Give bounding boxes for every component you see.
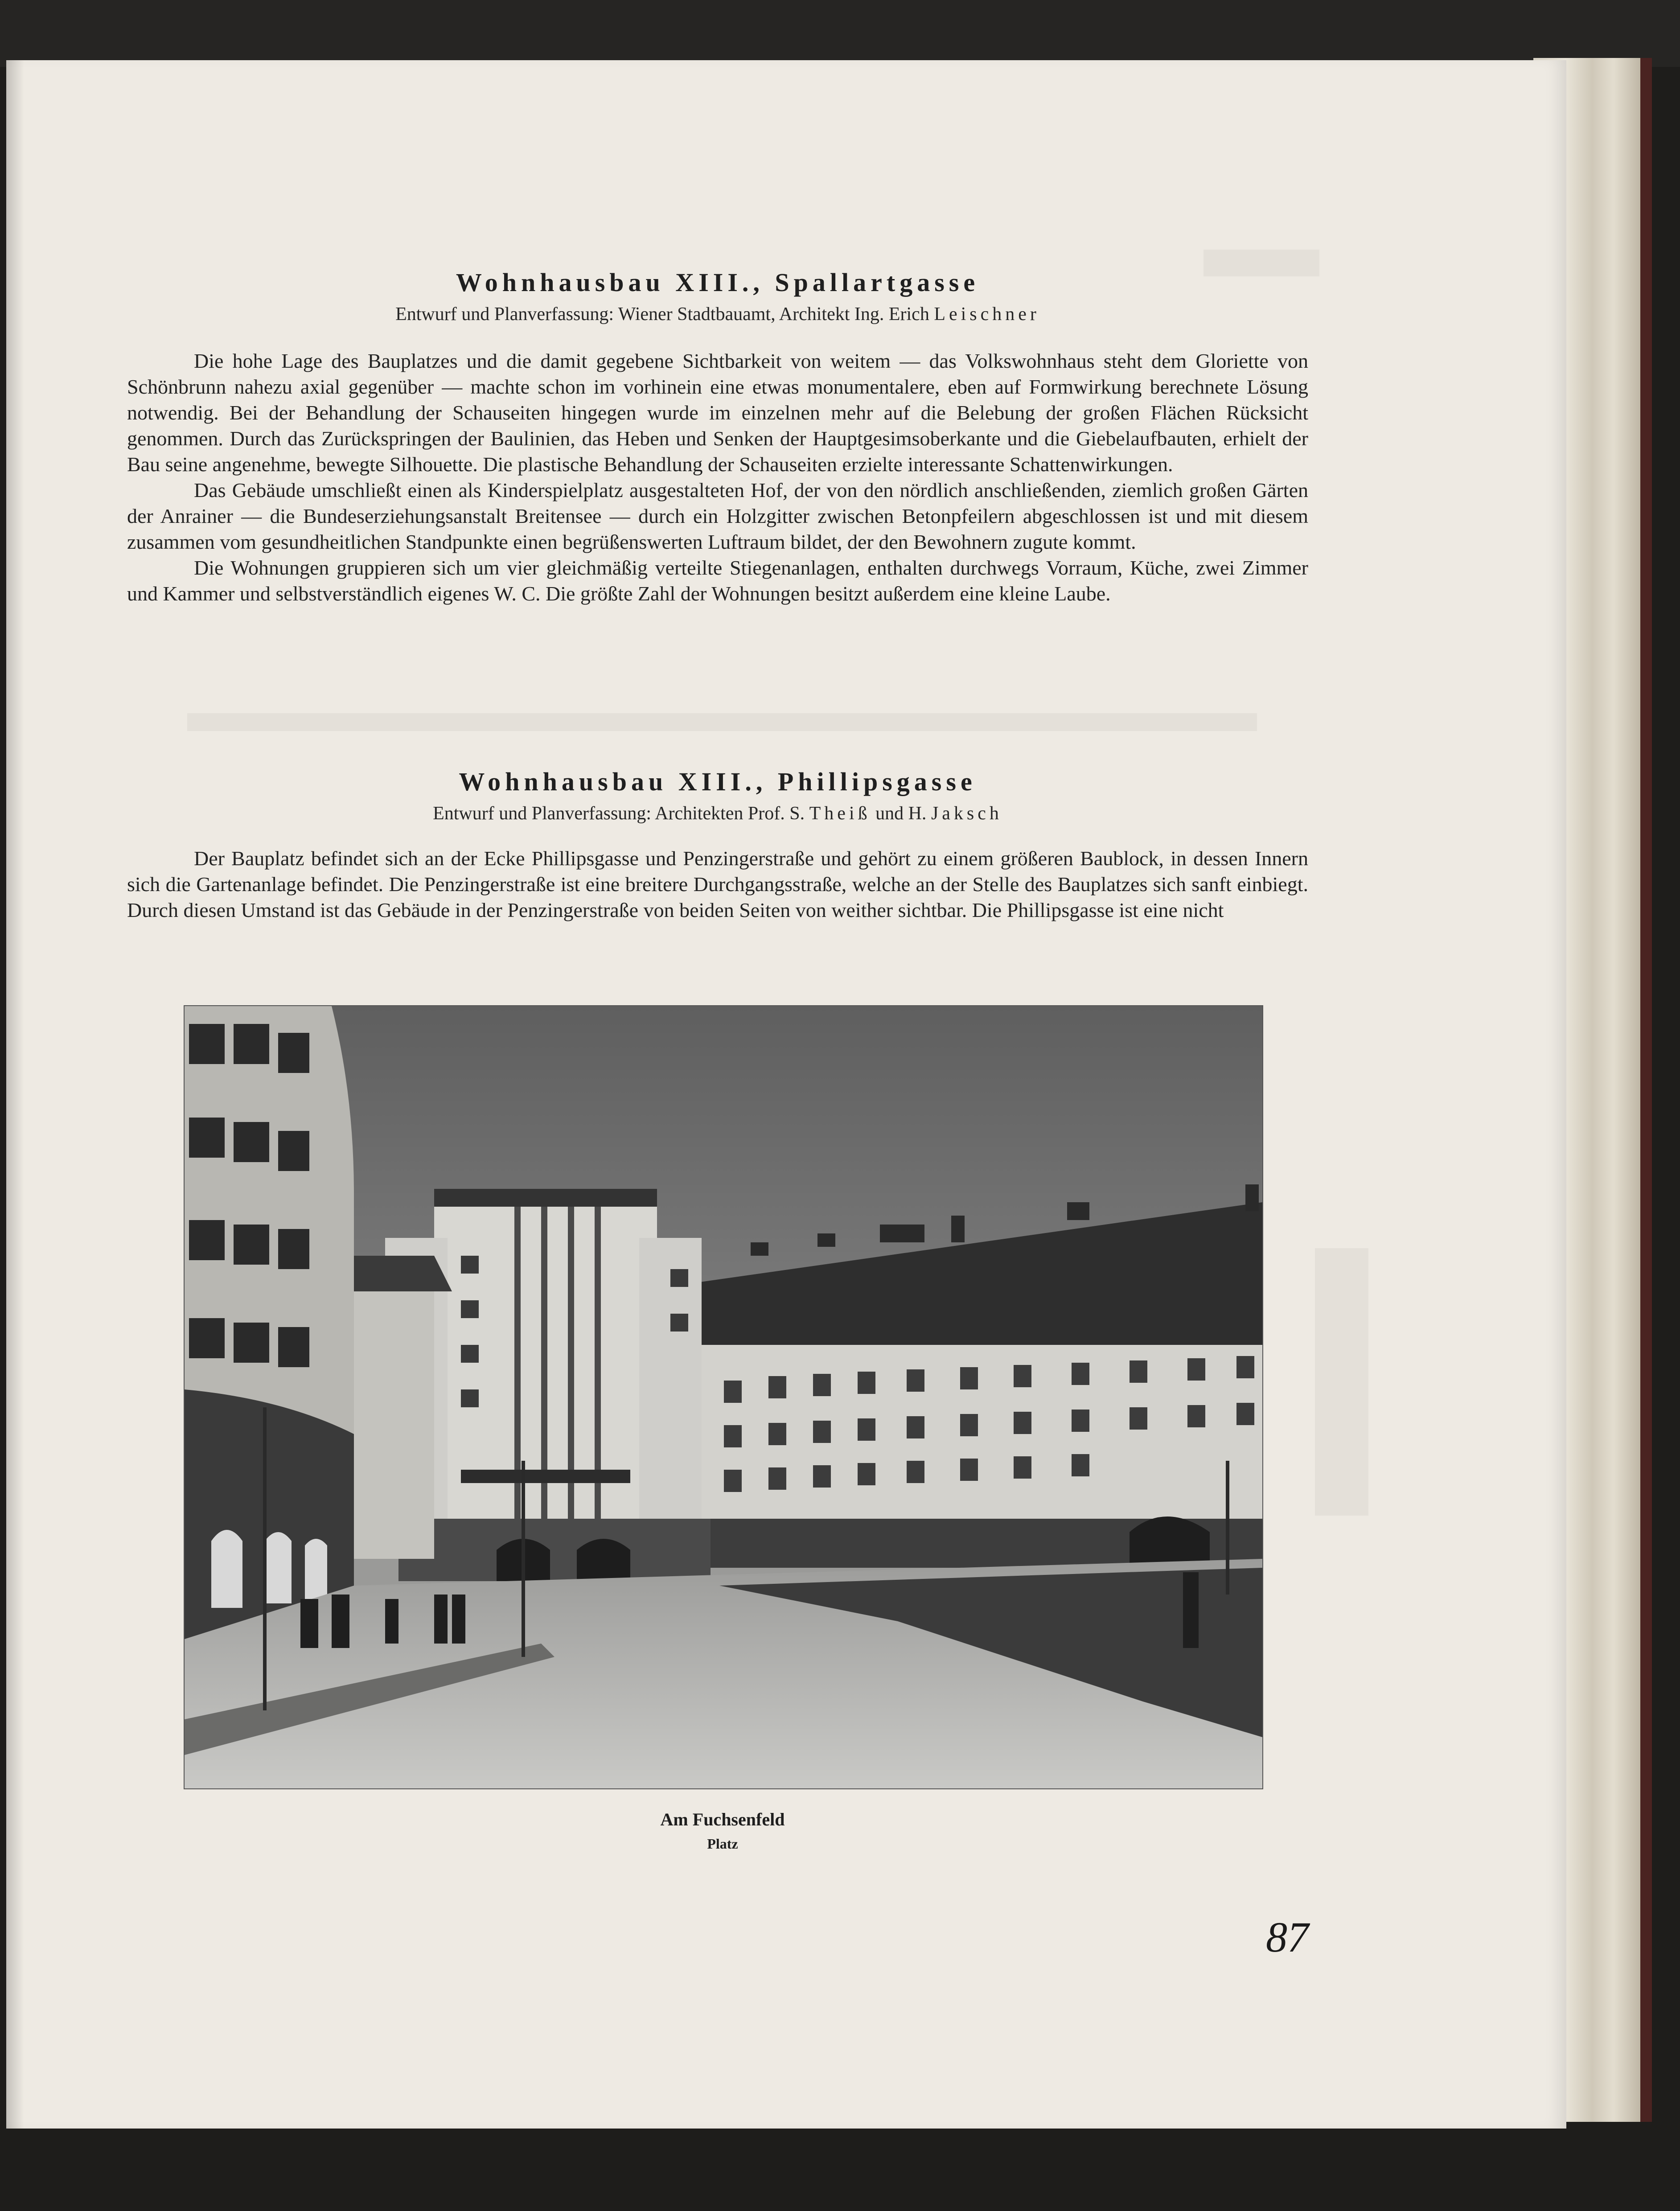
credit-architect-name: Jaksch (931, 803, 1002, 824)
section-body (127, 348, 1308, 607)
section-body (127, 846, 1308, 923)
photo-caption-subtitle: Platz (707, 1836, 738, 1852)
body-paragraph: Der Bauplatz befindet sich an der Ecke Phillipsgasse und Penzingerstraße und gehört zu einem größeren Baublock, in dessen Innern sich die Gartenanlage befindet. Die Penzingerstraße ist eine breitere Durchgangsstraße, welche an der Stelle des Bauplatzes sich sanft einbiegt. Durch diesen Umstand ist das Gebäude in der Penzingerstraße von beiden Seiten von weither sichtbar. Die Phillipsgasse ist eine nicht (127, 847, 1308, 921)
section-credit (127, 803, 1308, 824)
section-title: Wohnhausbau XIII., Phillipsgasse (459, 767, 977, 796)
photograph-am-fuchsenfeld (184, 1005, 1263, 1789)
section-credit (127, 304, 1308, 325)
credit-prefix: Entwurf und Planverfassung: Architekten Prof. S. (433, 803, 805, 824)
scanner-background (0, 0, 1680, 67)
section-phillipsgasse (127, 767, 1308, 923)
body-paragraph: Die Wohnungen gruppieren sich um vier gleichmäßig verteilte Stiegenanlagen, enthalten durchwegs Vorraum, Küche, zwei Zimmer und Kammer und selbstverständlich eigenes W. C. Die größte Zahl der Wohnungen besitzt außerdem eine kleine Laube. (127, 556, 1308, 605)
photo-caption-title: Am Fuchsenfeld (660, 1809, 785, 1829)
photo-illustration (185, 1006, 1262, 1788)
bleed-through-mark (187, 713, 1257, 731)
credit-architect-name: Leischner (934, 304, 1040, 325)
section-spallartgasse (127, 267, 1308, 607)
page-gutter-shadow (6, 60, 24, 2129)
bleed-through-mark (1315, 1248, 1368, 1516)
credit-architect-name: Theiß (809, 803, 871, 824)
body-paragraph: Die hohe Lage des Bauplatzes und die damit gegebene Sichtbarkeit von weitem — das Volkswohnhaus steht dem Gloriette von Schönbrunn nahezu axial gegenüber — machte schon im vorhinein eine etwas monumentalere, eben auf Formwirkung berechnete Lösung notwendig. Bei der Behandlung der Schauseiten hingegen wurde im einzelnen mehr auf die Belebung der großen Flächen Rücksicht genommen. Durch das Zurückspringen der Baulinien, das Heben und Senken der Hauptgesimsoberkante und die Giebelaufbauten, erhielt der Bau seine angenehme, bewegte Silhouette. Die plastische Behandlung der Schauseiten erzielte interessante Schattenwirkungen. (127, 349, 1308, 476)
credit-connector: und H. (875, 803, 927, 824)
section-title: Wohnhausbau XIII., Spallartgasse (456, 268, 980, 297)
credit-prefix: Entwurf und Planverfassung: Wiener Stadtbauamt, Architekt Ing. Erich (395, 304, 929, 325)
curved-building-left (185, 1006, 354, 1644)
left-wing (341, 1291, 434, 1559)
page-number: 87 (1266, 1913, 1309, 1961)
body-paragraph: Das Gebäude umschließt einen als Kinderspielplatz ausgestalteten Hof, der von den nördlich anschließenden, ziemlich großen Gärten der Anrainer — die Bundeserziehungsanstalt Breitensee — durch ein Holzgitter zwischen Betonpfeilern abgeschlossen ist und mit diesem zusammen vom gesundheitlichen Standpunkte einen begrüßenswerten Luftraum bildet, der den Bewohnern zugute kommt. (127, 479, 1308, 553)
